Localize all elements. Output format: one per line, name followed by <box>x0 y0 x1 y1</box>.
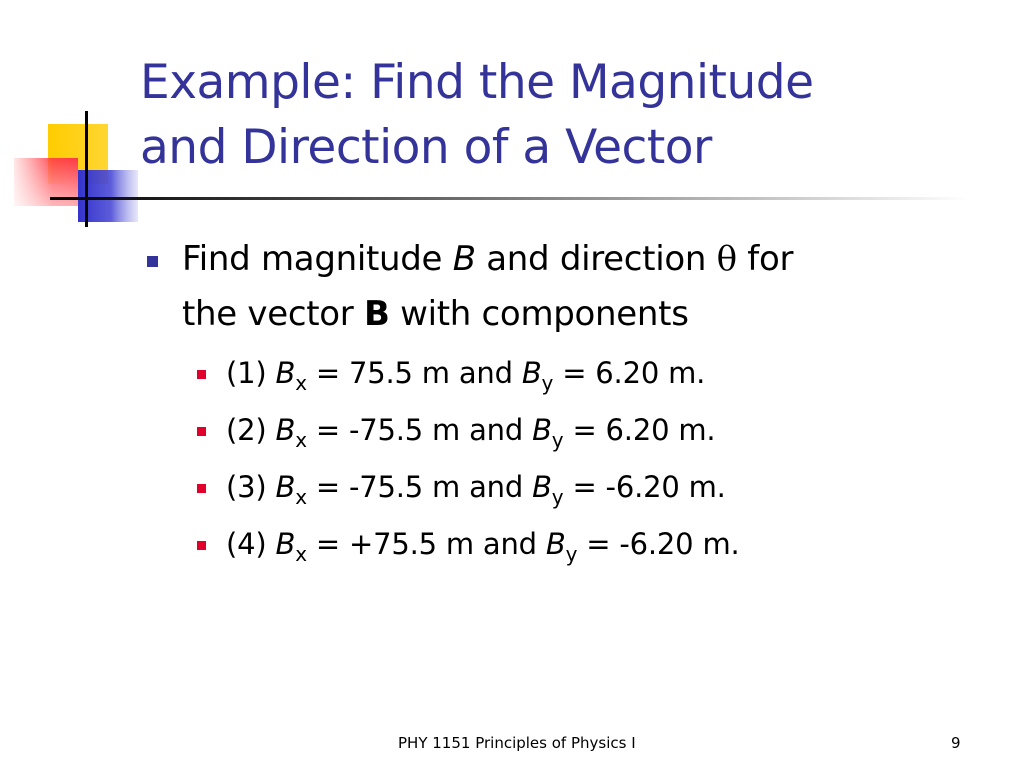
title-underline <box>50 197 970 201</box>
bullet-text: Find magnitude <box>182 239 453 279</box>
case-item <box>140 459 1000 516</box>
bullet-text: with components <box>389 294 689 334</box>
by-symbol: B <box>532 470 552 504</box>
slide-number: 9 <box>951 734 961 752</box>
sub-bullet-square-icon <box>197 370 206 379</box>
sub-bullet-square-icon <box>197 484 206 493</box>
bx-subscript: x <box>295 485 307 509</box>
by-symbol: B <box>521 356 542 390</box>
case-number: (4) <box>226 527 276 561</box>
title-line-2: and Direction of a Vector <box>140 120 712 175</box>
deco-vertical-line <box>85 111 88 227</box>
vector-symbol: B <box>363 294 390 334</box>
case-item <box>140 402 1000 459</box>
bx-subscript: x <box>295 371 307 395</box>
by-subscript: y <box>541 371 554 395</box>
bx-value: = 75.5 m and <box>306 356 522 390</box>
bx-symbol: B <box>275 356 296 390</box>
by-value: = 6.20 m. <box>553 356 706 390</box>
case-number: (1) <box>226 356 276 390</box>
case-list <box>140 345 1000 573</box>
bx-symbol: B <box>275 413 296 447</box>
bx-symbol: B <box>275 527 296 561</box>
title-line-1: Example: Find the Magnitude <box>140 55 814 110</box>
bullet-text: the vector <box>182 294 364 334</box>
bx-value: = -75.5 m and <box>306 413 533 447</box>
by-subscript: y <box>565 542 578 566</box>
bullet-text: and direction <box>475 239 717 279</box>
by-value: = -6.20 m. <box>577 527 740 561</box>
case-number: (3) <box>226 470 276 504</box>
theta-symbol: θ <box>716 239 737 279</box>
sub-bullet-square-icon <box>197 541 206 550</box>
bullet-square-icon <box>147 256 158 267</box>
bx-symbol: B <box>275 470 296 504</box>
corner-decoration <box>0 0 140 240</box>
by-symbol: B <box>545 527 566 561</box>
bx-value: = -75.5 m and <box>306 470 533 504</box>
sub-bullet-square-icon <box>197 427 206 436</box>
footer-course-name: PHY 1151 Principles of Physics I <box>398 734 636 752</box>
by-subscript: y <box>551 485 564 509</box>
bullet-text: for <box>736 239 794 279</box>
case-number: (2) <box>226 413 276 447</box>
magnitude-variable: B <box>452 239 476 279</box>
by-subscript: y <box>551 428 564 452</box>
bx-subscript: x <box>295 542 307 566</box>
by-symbol: B <box>532 413 552 447</box>
main-bullet <box>140 232 1000 342</box>
by-value: = -6.20 m. <box>563 470 726 504</box>
bx-value: = +75.5 m and <box>306 527 546 561</box>
case-item <box>140 516 1000 573</box>
bx-subscript: x <box>295 428 307 452</box>
slide-content <box>140 232 1000 573</box>
case-item <box>140 345 1000 402</box>
by-value: = 6.20 m. <box>563 413 716 447</box>
slide-title <box>140 50 1000 180</box>
